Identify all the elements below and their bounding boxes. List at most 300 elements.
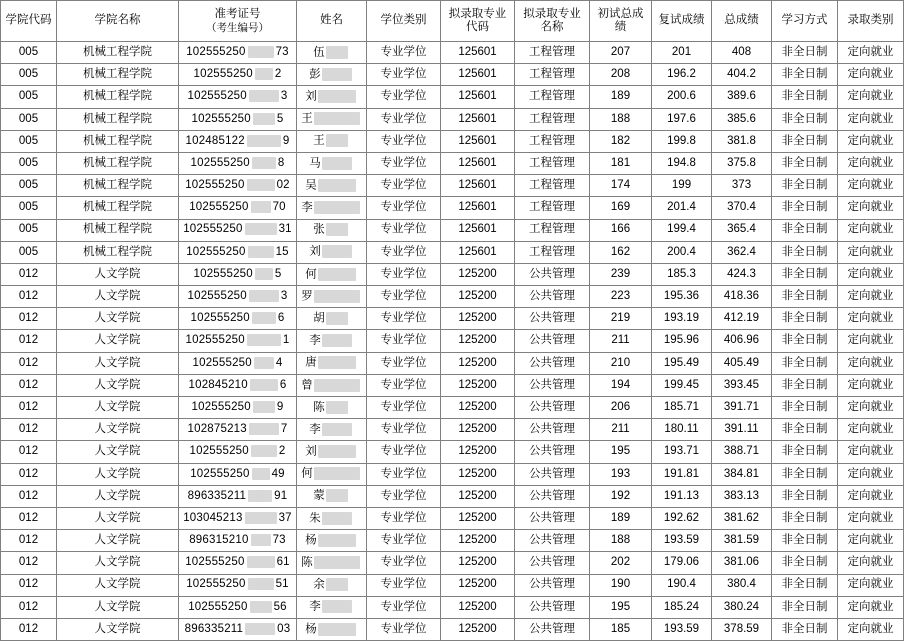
cell-degree-type: 专业学位 [367,308,441,330]
cell-total-score: 375.8 [712,152,772,174]
cell-name: 马 [297,152,367,174]
cell-retest-score: 195.49 [652,352,712,374]
cell-name: 陈 [297,397,367,419]
cell-retest-score: 195.36 [652,286,712,308]
table-row [1,463,904,485]
cell-ticket-number: 102555250 1 [179,330,297,352]
cell-first-exam-score: 211 [590,419,652,441]
table-row [1,108,904,130]
table-row [1,152,904,174]
cell-ticket-number: 102845210 6 [179,374,297,396]
cell-admission-category: 定向就业 [838,419,904,441]
cell-study-mode: 非全日制 [772,152,838,174]
redacted-block [249,90,279,102]
cell-ticket-number: 102555250 31 [179,219,297,241]
cell-retest-score: 191.13 [652,485,712,507]
cell-first-exam-score: 206 [590,397,652,419]
cell-total-score: 370.4 [712,197,772,219]
table-row [1,241,904,263]
cell-study-mode: 非全日制 [772,263,838,285]
cell-first-exam-score: 188 [590,108,652,130]
redacted-block [252,312,276,324]
cell-first-exam-score: 223 [590,286,652,308]
cell-college-name: 人文学院 [57,263,179,285]
cell-first-exam-score: 192 [590,485,652,507]
cell-major-code: 125601 [441,42,515,64]
cell-study-mode: 非全日制 [772,397,838,419]
redacted-block [326,578,348,591]
cell-name: 唐 [297,352,367,374]
cell-study-mode: 非全日制 [772,108,838,130]
redacted-block [255,268,273,280]
cell-retest-score: 193.59 [652,618,712,640]
cell-college-code: 012 [1,618,57,640]
table-row [1,86,904,108]
cell-ticket-number: 102555250 2 [179,441,297,463]
cell-first-exam-score: 190 [590,574,652,596]
cell-first-exam-score: 182 [590,130,652,152]
cell-major-name: 公共管理 [515,330,590,352]
cell-degree-type: 专业学位 [367,552,441,574]
table-body [1,42,904,641]
cell-degree-type: 专业学位 [367,596,441,618]
cell-admission-category: 定向就业 [838,596,904,618]
cell-college-code: 012 [1,530,57,552]
cell-college-code: 012 [1,574,57,596]
redacted-block [318,90,356,103]
cell-study-mode: 非全日制 [772,352,838,374]
cell-college-name: 机械工程学院 [57,241,179,263]
cell-study-mode: 非全日制 [772,86,838,108]
redacted-block [318,179,356,192]
cell-degree-type: 专业学位 [367,397,441,419]
cell-total-score: 389.6 [712,86,772,108]
table-row [1,618,904,640]
cell-ticket-number: 896335211 03 [179,618,297,640]
cell-first-exam-score: 193 [590,463,652,485]
cell-first-exam-score: 194 [590,374,652,396]
header-major-name: 拟录取专业 名称 [515,1,590,42]
cell-major-name: 公共管理 [515,485,590,507]
cell-college-name: 人文学院 [57,530,179,552]
cell-college-code: 005 [1,241,57,263]
cell-total-score: 381.62 [712,507,772,529]
cell-major-code: 125200 [441,286,515,308]
cell-ticket-number: 102555250 02 [179,175,297,197]
table-row [1,419,904,441]
cell-ticket-number: 103045213 37 [179,507,297,529]
cell-college-name: 人文学院 [57,374,179,396]
cell-major-code: 125200 [441,308,515,330]
cell-ticket-number: 102555250 3 [179,286,297,308]
redacted-block [322,157,352,170]
cell-college-code: 005 [1,130,57,152]
table-row [1,552,904,574]
cell-ticket-number: 102555250 9 [179,397,297,419]
cell-first-exam-score: 207 [590,42,652,64]
cell-admission-category: 定向就业 [838,552,904,574]
cell-study-mode: 非全日制 [772,419,838,441]
cell-retest-score: 200.4 [652,241,712,263]
table-row [1,485,904,507]
cell-major-code: 125601 [441,152,515,174]
redacted-block [253,401,275,413]
cell-admission-category: 定向就业 [838,352,904,374]
cell-major-name: 公共管理 [515,463,590,485]
cell-name: 曾 [297,374,367,396]
cell-admission-category: 定向就业 [838,286,904,308]
cell-study-mode: 非全日制 [772,507,838,529]
cell-major-name: 公共管理 [515,552,590,574]
cell-major-code: 125200 [441,419,515,441]
cell-name: 张 [297,219,367,241]
cell-name: 刘 [297,241,367,263]
cell-major-name: 公共管理 [515,574,590,596]
table-row [1,441,904,463]
cell-study-mode: 非全日制 [772,530,838,552]
cell-ticket-number: 102555250 49 [179,463,297,485]
redacted-block [318,445,356,458]
cell-admission-category: 定向就业 [838,197,904,219]
cell-major-name: 公共管理 [515,397,590,419]
redacted-block [318,534,356,547]
cell-total-score: 405.49 [712,352,772,374]
cell-ticket-number: 102555250 6 [179,308,297,330]
cell-major-code: 125601 [441,241,515,263]
cell-degree-type: 专业学位 [367,463,441,485]
cell-first-exam-score: 174 [590,175,652,197]
cell-major-name: 公共管理 [515,352,590,374]
cell-degree-type: 专业学位 [367,507,441,529]
cell-college-code: 012 [1,397,57,419]
cell-ticket-number: 102875213 7 [179,419,297,441]
cell-first-exam-score: 169 [590,197,652,219]
cell-college-code: 005 [1,64,57,86]
cell-total-score: 381.59 [712,530,772,552]
redacted-block [248,578,274,590]
redacted-block [326,46,348,59]
cell-retest-score: 194.8 [652,152,712,174]
cell-name: 刘 [297,86,367,108]
cell-ticket-number: 102555250 61 [179,552,297,574]
redacted-block [245,623,275,635]
cell-first-exam-score: 189 [590,507,652,529]
header-major-code: 拟录取专业 代码 [441,1,515,42]
cell-study-mode: 非全日制 [772,574,838,596]
cell-name: 罗 [297,286,367,308]
cell-study-mode: 非全日制 [772,618,838,640]
cell-name: 陈 [297,552,367,574]
cell-college-code: 005 [1,197,57,219]
redacted-block [255,68,273,80]
cell-college-name: 人文学院 [57,552,179,574]
cell-total-score: 391.71 [712,397,772,419]
cell-retest-score: 195.96 [652,330,712,352]
redacted-block [314,201,360,214]
cell-major-name: 工程管理 [515,42,590,64]
redacted-block [252,468,270,480]
cell-total-score: 380.4 [712,574,772,596]
cell-name: 朱 [297,507,367,529]
redacted-block [253,113,275,125]
header-ticket-number: 准考证号 （考生编号） [179,1,297,42]
cell-college-code: 012 [1,352,57,374]
cell-major-name: 公共管理 [515,530,590,552]
table-row [1,308,904,330]
cell-degree-type: 专业学位 [367,286,441,308]
cell-admission-category: 定向就业 [838,42,904,64]
cell-degree-type: 专业学位 [367,530,441,552]
cell-major-name: 工程管理 [515,130,590,152]
cell-college-code: 005 [1,108,57,130]
cell-ticket-number: 896335211 91 [179,485,297,507]
cell-retest-score: 180.11 [652,419,712,441]
cell-admission-category: 定向就业 [838,574,904,596]
table-row [1,596,904,618]
table-row [1,507,904,529]
cell-retest-score: 196.2 [652,64,712,86]
cell-total-score: 380.24 [712,596,772,618]
cell-degree-type: 专业学位 [367,175,441,197]
header-retest-score: 复试成绩 [652,1,712,42]
cell-first-exam-score: 219 [590,308,652,330]
redacted-block [314,467,360,480]
cell-degree-type: 专业学位 [367,352,441,374]
cell-name: 吴 [297,175,367,197]
cell-name: 蒙 [297,485,367,507]
redacted-block [251,201,271,213]
redacted-block [318,268,356,281]
table-header [1,1,904,42]
cell-major-code: 125601 [441,175,515,197]
cell-total-score: 388.71 [712,441,772,463]
redacted-block [247,135,281,147]
cell-college-code: 012 [1,463,57,485]
redacted-block [247,179,275,191]
cell-study-mode: 非全日制 [772,197,838,219]
cell-major-name: 工程管理 [515,197,590,219]
redacted-block [314,112,360,125]
cell-admission-category: 定向就业 [838,397,904,419]
cell-major-code: 125200 [441,507,515,529]
redacted-block [314,290,360,303]
cell-study-mode: 非全日制 [772,485,838,507]
cell-major-code: 125200 [441,441,515,463]
cell-total-score: 373 [712,175,772,197]
cell-ticket-number: 102555250 5 [179,263,297,285]
cell-degree-type: 专业学位 [367,441,441,463]
cell-first-exam-score: 195 [590,596,652,618]
table-row [1,330,904,352]
cell-first-exam-score: 208 [590,64,652,86]
cell-first-exam-score: 195 [590,441,652,463]
cell-retest-score: 185.71 [652,397,712,419]
cell-total-score: 404.2 [712,64,772,86]
cell-major-code: 125200 [441,618,515,640]
cell-retest-score: 185.3 [652,263,712,285]
cell-total-score: 424.3 [712,263,772,285]
cell-major-code: 125200 [441,374,515,396]
cell-admission-category: 定向就业 [838,64,904,86]
cell-major-name: 公共管理 [515,308,590,330]
cell-total-score: 408 [712,42,772,64]
redacted-block [314,379,360,392]
table-row [1,530,904,552]
redacted-block [314,556,360,569]
cell-degree-type: 专业学位 [367,219,441,241]
redacted-block [322,334,352,347]
cell-college-code: 012 [1,286,57,308]
cell-major-name: 公共管理 [515,374,590,396]
cell-first-exam-score: 166 [590,219,652,241]
cell-first-exam-score: 189 [590,86,652,108]
cell-name: 何 [297,463,367,485]
cell-degree-type: 专业学位 [367,241,441,263]
table-row [1,374,904,396]
cell-major-name: 工程管理 [515,175,590,197]
table-row [1,130,904,152]
cell-college-code: 012 [1,552,57,574]
cell-ticket-number: 102485122 9 [179,130,297,152]
cell-college-code: 005 [1,219,57,241]
header-name: 姓名 [297,1,367,42]
cell-name: 李 [297,419,367,441]
table-row [1,197,904,219]
redacted-block [322,600,352,613]
cell-retest-score: 193.59 [652,530,712,552]
cell-study-mode: 非全日制 [772,241,838,263]
cell-college-name: 人文学院 [57,618,179,640]
cell-admission-category: 定向就业 [838,263,904,285]
cell-admission-category: 定向就业 [838,374,904,396]
cell-degree-type: 专业学位 [367,197,441,219]
redacted-block [251,534,271,546]
cell-degree-type: 专业学位 [367,374,441,396]
cell-degree-type: 专业学位 [367,64,441,86]
table-row [1,397,904,419]
cell-retest-score: 199 [652,175,712,197]
redacted-block [247,556,275,568]
cell-college-name: 人文学院 [57,286,179,308]
cell-major-code: 125601 [441,219,515,241]
cell-degree-type: 专业学位 [367,419,441,441]
cell-total-score: 378.59 [712,618,772,640]
cell-major-name: 工程管理 [515,86,590,108]
header-total-score: 总成绩 [712,1,772,42]
redacted-block [248,490,272,502]
cell-total-score: 406.96 [712,330,772,352]
cell-study-mode: 非全日制 [772,441,838,463]
cell-retest-score: 199.8 [652,130,712,152]
cell-major-name: 公共管理 [515,263,590,285]
cell-first-exam-score: 188 [590,530,652,552]
cell-college-name: 人文学院 [57,419,179,441]
cell-admission-category: 定向就业 [838,330,904,352]
cell-name: 王 [297,130,367,152]
cell-ticket-number: 102555250 15 [179,241,297,263]
cell-college-name: 人文学院 [57,485,179,507]
cell-study-mode: 非全日制 [772,64,838,86]
redacted-block [318,356,356,369]
cell-total-score: 362.4 [712,241,772,263]
cell-college-name: 机械工程学院 [57,130,179,152]
cell-study-mode: 非全日制 [772,42,838,64]
redacted-block [254,357,274,369]
cell-total-score: 391.11 [712,419,772,441]
cell-name: 彭 [297,64,367,86]
redacted-block [245,223,277,235]
cell-total-score: 383.13 [712,485,772,507]
cell-major-code: 125601 [441,108,515,130]
cell-admission-category: 定向就业 [838,507,904,529]
cell-first-exam-score: 202 [590,552,652,574]
cell-college-code: 012 [1,441,57,463]
cell-college-name: 机械工程学院 [57,42,179,64]
cell-total-score: 365.4 [712,219,772,241]
cell-total-score: 384.81 [712,463,772,485]
cell-retest-score: 192.62 [652,507,712,529]
cell-major-code: 125601 [441,197,515,219]
cell-major-name: 公共管理 [515,441,590,463]
header-first-exam-score: 初试总成绩 [590,1,652,42]
cell-study-mode: 非全日制 [772,286,838,308]
redacted-block [245,512,277,524]
header-college-code: 学院代码 [1,1,57,42]
cell-name: 杨 [297,618,367,640]
cell-ticket-number: 102555250 73 [179,42,297,64]
redacted-block [250,601,272,613]
cell-degree-type: 专业学位 [367,152,441,174]
cell-admission-category: 定向就业 [838,308,904,330]
cell-name: 余 [297,574,367,596]
cell-name: 李 [297,596,367,618]
redacted-block [249,290,279,302]
cell-college-name: 机械工程学院 [57,108,179,130]
table-row [1,175,904,197]
redacted-block [326,134,348,147]
table-row [1,286,904,308]
cell-major-name: 公共管理 [515,507,590,529]
cell-total-score: 393.45 [712,374,772,396]
cell-retest-score: 200.6 [652,86,712,108]
cell-major-name: 工程管理 [515,241,590,263]
redacted-block [318,623,356,636]
cell-major-code: 125601 [441,64,515,86]
table-row [1,352,904,374]
cell-study-mode: 非全日制 [772,374,838,396]
cell-major-name: 工程管理 [515,64,590,86]
cell-college-name: 机械工程学院 [57,219,179,241]
cell-major-name: 公共管理 [515,596,590,618]
cell-college-code: 005 [1,86,57,108]
cell-college-name: 人文学院 [57,308,179,330]
cell-college-code: 012 [1,507,57,529]
cell-college-name: 人文学院 [57,463,179,485]
cell-admission-category: 定向就业 [838,530,904,552]
cell-ticket-number: 102555250 2 [179,64,297,86]
header-study-mode: 学习方式 [772,1,838,42]
table-row [1,219,904,241]
cell-major-code: 125200 [441,485,515,507]
cell-study-mode: 非全日制 [772,552,838,574]
cell-college-code: 012 [1,308,57,330]
cell-retest-score: 185.24 [652,596,712,618]
cell-degree-type: 专业学位 [367,330,441,352]
redacted-block [248,46,274,58]
cell-college-name: 机械工程学院 [57,64,179,86]
cell-college-code: 005 [1,175,57,197]
cell-study-mode: 非全日制 [772,219,838,241]
